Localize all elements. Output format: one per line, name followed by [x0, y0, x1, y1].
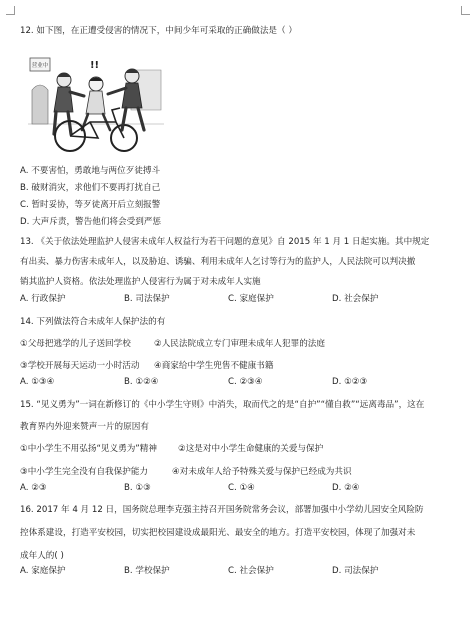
q15-option-a: A. ②③ [20, 483, 47, 493]
q14-item-3: ③学校开展每天运动一小时活动 [20, 361, 140, 371]
svg-text:!!: !! [90, 60, 100, 71]
q12-stem: 12. 如下图，在正遭受侵害的情况下，中间少年可采取的正确做法是（ ） [20, 26, 297, 36]
q13-line-3: 销其监护人资格。依法处理监护人侵害行为属于对未成年人实施 [20, 277, 261, 287]
q15-option-d: D. ②④ [332, 483, 360, 493]
q16-line-3: 成年人的( ) [20, 551, 64, 561]
q14-stem: 14. 下列做法符合未成年人保护法的有 [20, 317, 166, 327]
q14-option-b: B. ①②④ [124, 377, 159, 387]
corner-mark-left [6, 6, 15, 15]
q16-option-b: B. 学校保护 [124, 566, 170, 576]
q16-line-1: 16. 2017 年 4 月 12 日，国务院总理李克强主持召开国务院常务会议，部署加强中小学幼儿园安全风险防 [20, 505, 424, 515]
q13-option-c: C. 家庭保护 [228, 294, 274, 304]
q16-line-2: 控体系建设，打造平安校园，切实把校园建设成最阳光、最安全的地方。打造平安校园，体现了加强对未 [20, 528, 416, 538]
q14-option-a: A. ①③④ [20, 377, 55, 387]
q14-option-c: C. ②③④ [228, 377, 263, 387]
q12-option-b: B. 破财消灾，求他们不要再打扰自己 [20, 183, 161, 193]
q15-item-1: ①中小学生不用弘扬“见义勇为”精神 [20, 444, 157, 454]
q15-option-b: B. ①③ [124, 483, 151, 493]
q15-line-2: 教育界内外迎来赞声一片的原因有 [20, 422, 149, 432]
q13-option-d: D. 社会保护 [332, 294, 379, 304]
shop-sign-text: 营业中 [31, 63, 49, 69]
q14-item-4: ④商家给中学生兜售不健康书籍 [154, 361, 274, 371]
q16-option-d: D. 司法保护 [332, 566, 379, 576]
q12-option-a: A. 不要害怕，勇敢地与两位歹徒搏斗 [20, 166, 161, 176]
q12-option-c: C. 暂时妥协，等歹徒离开后立刻报警 [20, 200, 161, 210]
q13-line-1: 13. 《关于依法处理监护人侵害未成年人权益行为若干问题的意见》自 2015 年 1 月 1 日起实施。其中规定 [20, 237, 430, 247]
q15-item-4: ④对未成年人给予特殊关爱与保护已经成为共识 [172, 467, 352, 477]
q13-option-a: A. 行政保护 [20, 294, 66, 304]
q15-item-3: ③中小学生完全没有自我保护能力 [20, 467, 149, 477]
q12-illustration [26, 50, 166, 158]
q13-option-b: B. 司法保护 [124, 294, 170, 304]
q12-option-d: D. 大声斥责，警告他们将会受到严惩 [20, 217, 161, 227]
q14-option-d: D. ①②③ [332, 377, 368, 387]
q14-item-2: ②人民法院成立专门审理未成年人犯罪的法庭 [154, 339, 325, 349]
q16-option-c: C. 社会保护 [228, 566, 274, 576]
q16-option-a: A. 家庭保护 [20, 566, 66, 576]
corner-mark-right [461, 6, 470, 15]
q15-option-c: C. ①④ [228, 483, 255, 493]
q15-line-1: 15. “见义勇为”一词在新修订的《中小学生守则》中消失，取而代之的是“自护”“懂自救”“远离毒品”，这在 [20, 400, 425, 410]
q15-item-2: ②这是对中小学生命健康的关爱与保护 [178, 444, 324, 454]
q13-line-2: 有出卖、暴力伤害未成年人，以及胁迫、诱骗、利用未成年人乞讨等行为的监护人，人民法院可以判决撤 [20, 257, 416, 267]
q14-item-1: ①父母把逃学的儿子送回学校 [20, 339, 131, 349]
